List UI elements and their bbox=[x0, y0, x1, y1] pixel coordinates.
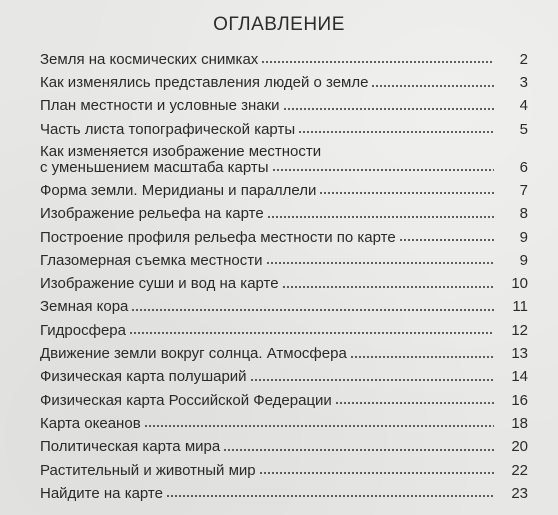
toc-entry-title: Как изменяется изображение местности с уменьшением масштаба карты bbox=[40, 143, 322, 176]
toc-entry bbox=[40, 69, 530, 92]
toc-entry-title: Как изменялись представления людей о земле bbox=[40, 74, 369, 92]
toc-entry-title: Земля на космических снимках bbox=[40, 50, 259, 68]
toc-entry bbox=[40, 200, 530, 223]
toc-page-number: 18 bbox=[511, 414, 528, 432]
toc-entry bbox=[40, 270, 530, 293]
dot-leader bbox=[223, 449, 494, 451]
dot-leader bbox=[272, 169, 494, 171]
toc-entry-title: Изображение рельефа на карте bbox=[40, 205, 264, 223]
toc-entry-title: Политическая карта мира bbox=[40, 438, 221, 456]
toc-entry-title: Карта океанов bbox=[40, 414, 141, 432]
toc-page-number: 22 bbox=[511, 461, 528, 479]
dot-leader bbox=[319, 192, 494, 194]
toc-entry bbox=[40, 247, 530, 270]
toc-entry bbox=[40, 433, 530, 456]
toc-entry bbox=[40, 457, 530, 480]
toc-entry bbox=[40, 387, 530, 410]
toc-entry bbox=[40, 294, 530, 317]
dot-leader bbox=[282, 286, 494, 288]
toc-page-number: 10 bbox=[511, 275, 528, 293]
dot-leader bbox=[259, 472, 494, 474]
toc-page-number: 4 bbox=[519, 97, 528, 115]
toc-entry-title: Физическая карта Российской Федерации bbox=[40, 391, 332, 409]
toc-entry bbox=[40, 340, 530, 363]
toc-entry bbox=[40, 317, 530, 340]
toc-entry-title: План местности и условные знаки bbox=[40, 97, 280, 115]
toc-page-number: 12 bbox=[511, 321, 528, 339]
toc-entry bbox=[40, 139, 530, 177]
toc-entry bbox=[40, 410, 530, 433]
dot-leader bbox=[267, 216, 494, 218]
toc-page-number: 2 bbox=[519, 50, 528, 68]
page-title: ОГЛАВЛЕНИЕ bbox=[213, 14, 345, 35]
dot-leader bbox=[298, 131, 494, 133]
dot-leader bbox=[399, 239, 494, 241]
table-of-contents bbox=[40, 46, 530, 503]
toc-entry-title: Гидросфера bbox=[40, 321, 126, 339]
toc-entry bbox=[40, 116, 530, 139]
dot-leader bbox=[371, 85, 494, 87]
toc-page-number: 13 bbox=[511, 345, 528, 363]
toc-entry bbox=[40, 93, 530, 116]
toc-page-number: 23 bbox=[511, 484, 528, 502]
toc-entry-title: Форма земли. Меридианы и параллели bbox=[40, 181, 317, 199]
toc-page-number: 9 bbox=[519, 228, 528, 246]
toc-entry-title: Часть листа топографической карты bbox=[40, 120, 296, 138]
toc-entry-title: Земная кора bbox=[40, 298, 129, 316]
toc-page-number: 14 bbox=[511, 368, 528, 386]
toc-page-number: 7 bbox=[519, 181, 528, 199]
toc-page-number: 6 bbox=[519, 158, 528, 176]
dot-leader bbox=[250, 379, 494, 381]
toc-entry-title: Движение земли вокруг солнца. Атмосфера bbox=[40, 345, 347, 363]
toc-entry bbox=[40, 364, 530, 387]
toc-page-number: 20 bbox=[511, 438, 528, 456]
toc-entry-title: Физическая карта полушарий bbox=[40, 368, 247, 386]
toc-page-number: 5 bbox=[519, 120, 528, 138]
toc-entry bbox=[40, 177, 530, 200]
toc-entry-title: Глазомерная съемка местности bbox=[40, 251, 263, 269]
toc-page-number: 8 bbox=[519, 205, 528, 223]
toc-entry bbox=[40, 480, 530, 503]
dot-leader bbox=[266, 262, 494, 264]
toc-entry-title: Изображение суши и вод на карте bbox=[40, 275, 279, 293]
toc-page-number: 11 bbox=[512, 298, 528, 316]
dot-leader bbox=[166, 495, 494, 497]
toc-page-number: 16 bbox=[511, 391, 528, 409]
dot-leader bbox=[129, 332, 494, 334]
dot-leader bbox=[283, 108, 494, 110]
toc-entry-title: Растительный и животный мир bbox=[40, 461, 256, 479]
toc-entry-title: Найдите на карте bbox=[40, 484, 163, 502]
toc-entry-title: Построение профиля рельефа местности по карте bbox=[40, 228, 396, 246]
dot-leader bbox=[144, 425, 494, 427]
dot-leader bbox=[131, 309, 494, 311]
toc-entry bbox=[40, 46, 530, 69]
toc-page-number: 3 bbox=[519, 74, 528, 92]
dot-leader bbox=[261, 61, 494, 63]
dot-leader bbox=[350, 356, 494, 358]
toc-entry bbox=[40, 224, 530, 247]
toc-page-number: 9 bbox=[519, 251, 528, 269]
dot-leader bbox=[335, 402, 494, 404]
